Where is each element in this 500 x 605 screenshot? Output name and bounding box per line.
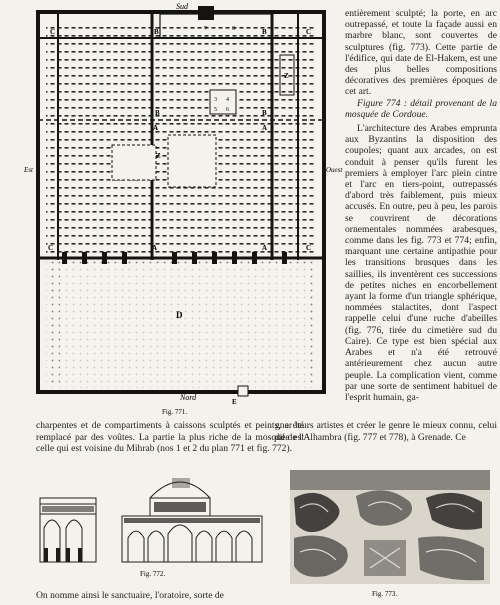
plan-letter-a: A (262, 244, 268, 252)
plan-number: 8 (232, 26, 235, 32)
paragraph: charpentes et de compartiments à caissons sculptés et peints, a été remplacé par des voûtes. La partie la plus riche de la mosquée est celle qui est voisine du Mihrab (nos 1 et 2 du plan 771 et fig. 772). (36, 420, 304, 455)
plan-label-sud: Sud (176, 2, 188, 11)
plan-letter-a: A (262, 124, 268, 132)
bottom-right-text (275, 420, 497, 443)
fig-771-caption: Fig. 771. (162, 408, 188, 416)
plan-letter-b: B (155, 109, 160, 117)
plan-letter-c: C (306, 244, 312, 252)
fig-773-illustration (286, 468, 496, 602)
plan-number: 3 (214, 97, 217, 103)
plan-number: 6 (226, 107, 229, 113)
plan-label-ouest: Ouest (326, 166, 343, 174)
paragraph: L'architecture des Arabes emprunta aux Byzantins la disposition des coupoles; quant aux arcades, on est conduit à penser qu'ils furent les premiers à employer l'arc plein cintre et l'arc en tiers-point, outrepassés d'abord très faiblement, puis mieux accusés. En outre, peu à peu, les parois se couvrirent de décorations ornementales nommées arabesques, comme dans les fig. 773 et 774; enfin, marquant une certaine antipathie pour les transitions brusques dans les saillies, ils inventèrent ces successions de petites niches en encorbellement ayant la forme d'un triangle sphérique, nommées stalactites, dont l'aspect rappelle celui d'une ruche d'abeilles (fig. 776, tirée du cimetière sud du Caire). Ce type est bien spécial aux Arabes et n'a été retrouvé antérieurement chez aucun autre peuple. La complication vient, comme par une sorte de sentiment habituel de l'esprit humain, ga- (345, 123, 497, 403)
plan-letter-a: A (153, 124, 159, 132)
plan-letter-z: Z (156, 152, 161, 160)
plan-label-nord: Nord (180, 393, 197, 402)
figure-774-caption: Figure 774 : détail provenant de la mosquée de Cordoue. (345, 97, 497, 120)
bottom-left-text (36, 420, 304, 455)
plan-letter-z: Z (284, 72, 289, 80)
plan-letter-c: C (50, 28, 56, 36)
bottom-last-line: On nomme ainsi le sanctuaire, l'oratoire, sorte de (36, 590, 224, 601)
plan-letter-c: C (306, 28, 312, 36)
plan-letter-a: A (152, 244, 158, 252)
right-column-text (345, 8, 497, 403)
plan-letter-d: D (176, 310, 183, 320)
plan-number: 5 (214, 107, 217, 113)
plan-label-est: Est (24, 166, 33, 174)
plan-letter-b: B (262, 28, 267, 36)
paragraph: gner leurs artistes et créer le genre le mieux connu, celui dit de l'Alhambra (fig. 777 et 778), à Grenade. Ce (275, 420, 497, 443)
plan-number: 7 (204, 26, 207, 32)
fig-772-illustration (32, 468, 272, 580)
fig-773-caption: Fig. 773. (372, 590, 398, 598)
plan-letter-b: B (262, 109, 267, 117)
plan-letter-c: C (48, 244, 54, 252)
fig-772-caption: Fig. 772. (140, 570, 166, 578)
paragraph: entièrement sculpté; la porte, en arc outrepassé, et toute la façade aussi en marbre blanc, sont couvertes de sculptures (fig. 773). Cette partie de l'édifice, qui date de El-Hakem, est une des plus belles compositions décoratives des premières époques de cet art. (345, 8, 497, 98)
mosque-plan-figure (0, 0, 343, 418)
plan-letter-b: B (154, 28, 159, 36)
plan-number: 4 (226, 97, 229, 103)
plan-letter-e: E (232, 398, 237, 406)
